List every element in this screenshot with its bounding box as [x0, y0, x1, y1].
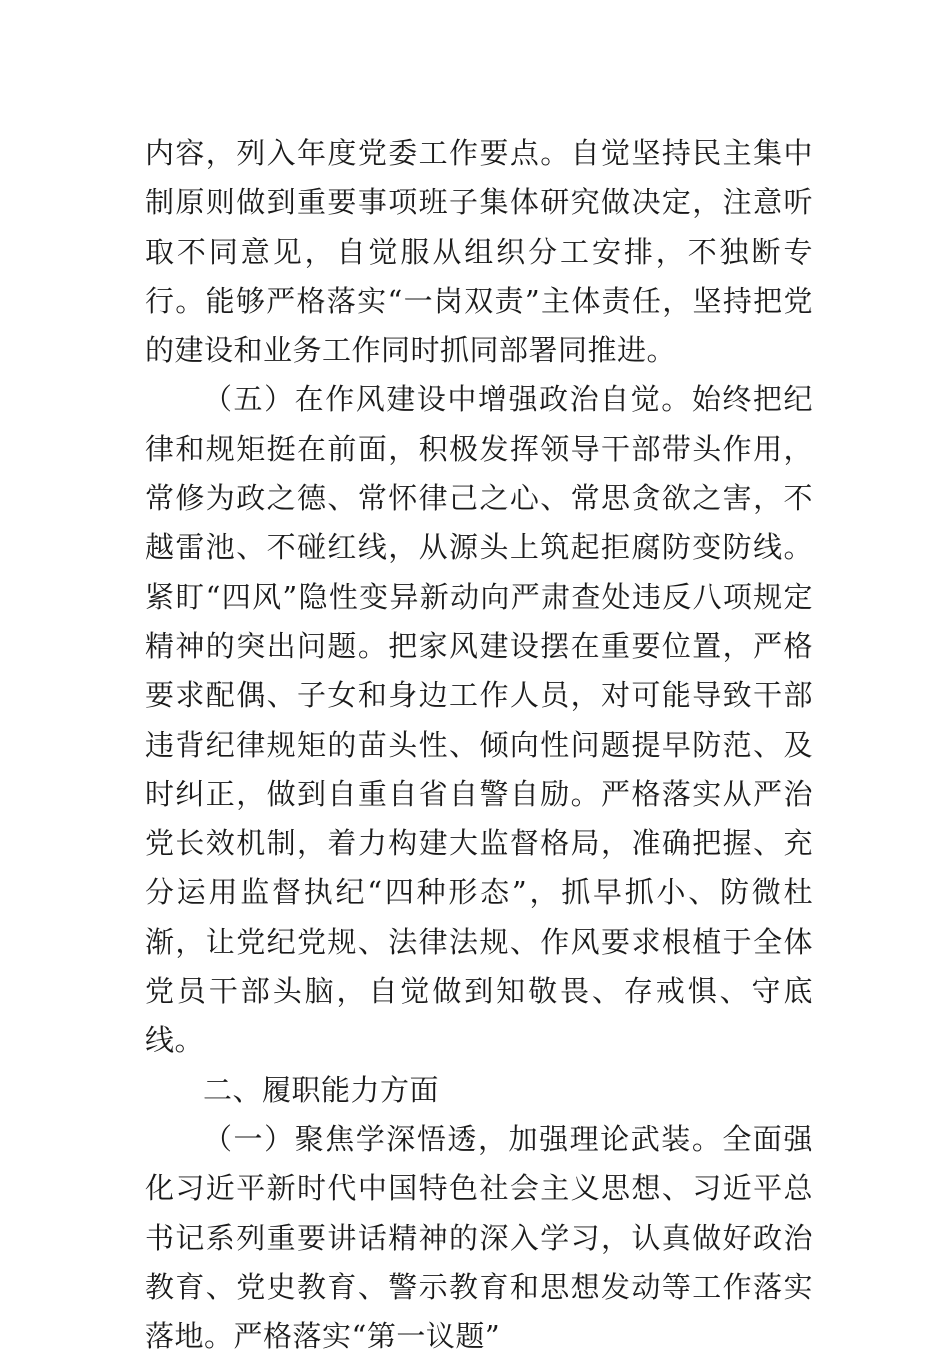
paragraph-continuation: 内容，列入年度党委工作要点。自觉坚持民主集中制原则做到重要事项班子集体研究做决定，注意听取不同意见，自觉服从组织分工安排，不独断专行。能够严格落实“一岗双责”主体责任，坚持把党的建设和业务工作同时抓同部署同推进。 — [145, 136, 813, 368]
document-body — [145, 129, 813, 1361]
paragraph-work-style: （五）在作风建设中增强政治自觉。始终把纪律和规矩挺在前面，积极发挥领导干部带头作用，常修为政之德、常怀律己之心、常思贪欲之害，不越雷池、不碰红线，从源头上筑起拒腐防变防线。紧盯“四风”隐性变异新动向严肃查处违反八项规定精神的突出问题。把家风建设摆在重要位置，严格要求配偶、子女和身边工作人员，对可能导致干部违背纪律规矩的苗头性、倾向性问题提早防范、及时纠正，做到自重自省自警自励。严格落实从严治党长效机制，着力构建大监督格局，准确把握、充分运用监督执纪“四种形态”，抓早抓小、防微杜渐，让党纪党规、法律法规、作风要求根植于全体党员干部头脑，自觉做到知敬畏、存戒惧、守底线。 — [145, 382, 813, 1058]
paragraph-theory-study: （一）聚焦学深悟透，加强理论武装。全面强化习近平新时代中国特色社会主义思想、习近平总书记系列重要讲话精神的深入学习，认真做好政治教育、党史教育、警示教育和思想发动等工作落实落地。严格落实“第一议题” — [145, 1121, 813, 1354]
section-heading-performance: 二、履职能力方面 — [203, 1072, 440, 1107]
